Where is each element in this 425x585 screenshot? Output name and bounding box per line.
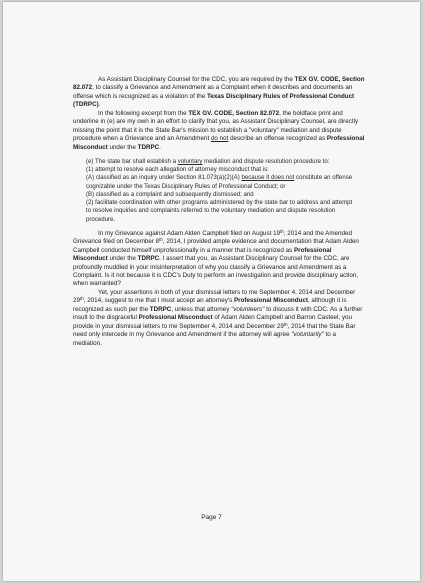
text: describe an offense recognized as: [228, 135, 327, 143]
bold-term: Professional Misconduct: [233, 297, 308, 305]
superscript: th: [159, 237, 163, 243]
text: (e) The state bar shall establish a: [86, 158, 178, 166]
text: , unless that attorney: [171, 305, 232, 313]
excerpt-line: [86, 174, 358, 190]
excerpt-line: [86, 158, 358, 166]
bold-term: TDRPC: [149, 305, 172, 313]
text: of Adam Alden Campbell and Barron Casteel, you provide in your dismissal letters to me September 4, 2014 and December 29: [73, 314, 352, 330]
text: As Assistant Disciplinary Counsel for the CDC, you are required by the: [98, 76, 295, 83]
paragraph-statute-requirement: [73, 76, 365, 110]
text: constitute an offense cognizable under the Texas Disciplinary Rules of Professional Conduct; or: [86, 174, 353, 190]
page-number: Page 7: [201, 514, 222, 521]
text: under the: [107, 143, 138, 151]
paragraph-dismissal-letters: [73, 289, 365, 348]
text: mediation and dispute resolution procedure to:: [202, 158, 330, 166]
italic-text: "volunteers": [231, 305, 265, 313]
text: to discuss it with CDC. As a further insult to the disgraceful: [73, 305, 363, 322]
superscript: th: [280, 228, 284, 234]
bold-term: Professional Misconduct: [73, 246, 332, 263]
text: , 2014 that the State Bar need only intercede in my Grievance and Amendment if the attorney will agree: [73, 322, 356, 339]
text: under the: [107, 255, 138, 263]
paragraph-excerpt-intro: [73, 110, 365, 152]
paragraph-grievance: [73, 230, 365, 289]
excerpt-line: (2) facilitate coordination with other programs administered by the state bar to address and attempt to resolve inquiries and complaints referred to the voluntary mediation and dispute resolution procedure.: [86, 199, 353, 223]
text: In my Grievance against Adam Alden Campbell filed on August 19: [98, 229, 281, 237]
text: Yet, your assertions in both of your dismissal letters to me September 4, 2014 and December 29: [73, 288, 356, 305]
bold-term: Professional Misconduct: [138, 314, 213, 322]
bold-term: TDRPC: [137, 143, 160, 151]
text: to a mediation.: [73, 331, 336, 347]
text: . I assert that you, as Assistant Disciplinary Counsel for the CDC, are profoundly muddled in your misinterpretation of why you classify a Grievance and Amendment as a Complaint. Is it not because it is CDC's Duty to perform an investigation and provide disciplinary action, when warranted?: [73, 255, 359, 288]
underlined-text: because it does not: [241, 174, 295, 182]
letter-body: [73, 76, 365, 348]
excerpt-line: (B) classified as a complaint and subsequently dismissed; and: [86, 190, 254, 198]
rules-reference: Texas Disciplinary Rules of Professional Conduct (TDRPC): [73, 92, 355, 109]
statute-reference: TEX GV. CODE, Section 82.072: [73, 76, 365, 92]
text: , to classify a Grievance and Amendment as a Complaint when it describes and documents an offense which is recognized as a violation of the: [73, 84, 353, 100]
text: , 2014 and the Amended Grievance filed on December 8: [73, 229, 352, 246]
superscript: th: [79, 296, 84, 302]
bold-term: Professional Misconduct: [73, 135, 365, 151]
document-page: [3, 2, 420, 581]
underlined-text: voluntary: [177, 158, 203, 166]
text: (A) classified as an inquiry under Section 81.073(a)(2)(A): [86, 174, 242, 182]
statute-reference: TEX GV. CODE, Section 82.072: [188, 109, 280, 117]
superscript: th: [283, 321, 288, 327]
statute-excerpt: [86, 158, 358, 224]
bold-term: TDRPC: [137, 255, 160, 263]
text: , 2014, suggest to me that I must accept an attorney's: [83, 297, 234, 305]
text: , 2014, I provided ample evidence and documentation that Adam Alden Campbell conducted himself unprofessionally in a manner that is recognized as: [73, 238, 359, 254]
excerpt-line: (1) attempt to resolve each allegation of attorney misconduct that is:: [86, 166, 269, 174]
text: , although it is recognized as such per the: [73, 297, 347, 313]
italic-text: "voluntarily": [291, 331, 324, 339]
text: In the following excerpt from the: [98, 109, 189, 117]
text: .: [159, 143, 161, 151]
text: .: [98, 101, 101, 109]
underlined-text: do not: [210, 135, 229, 143]
text: , the boldface print and underline in (e) are my own in an effort to clarify that you, as Assistant Disciplinary Counsel, are directly missing the point that it is the State Bar's mission to establish a "voluntary" mediation and dispute procedure when a Grievance and an Amendment: [73, 109, 359, 143]
